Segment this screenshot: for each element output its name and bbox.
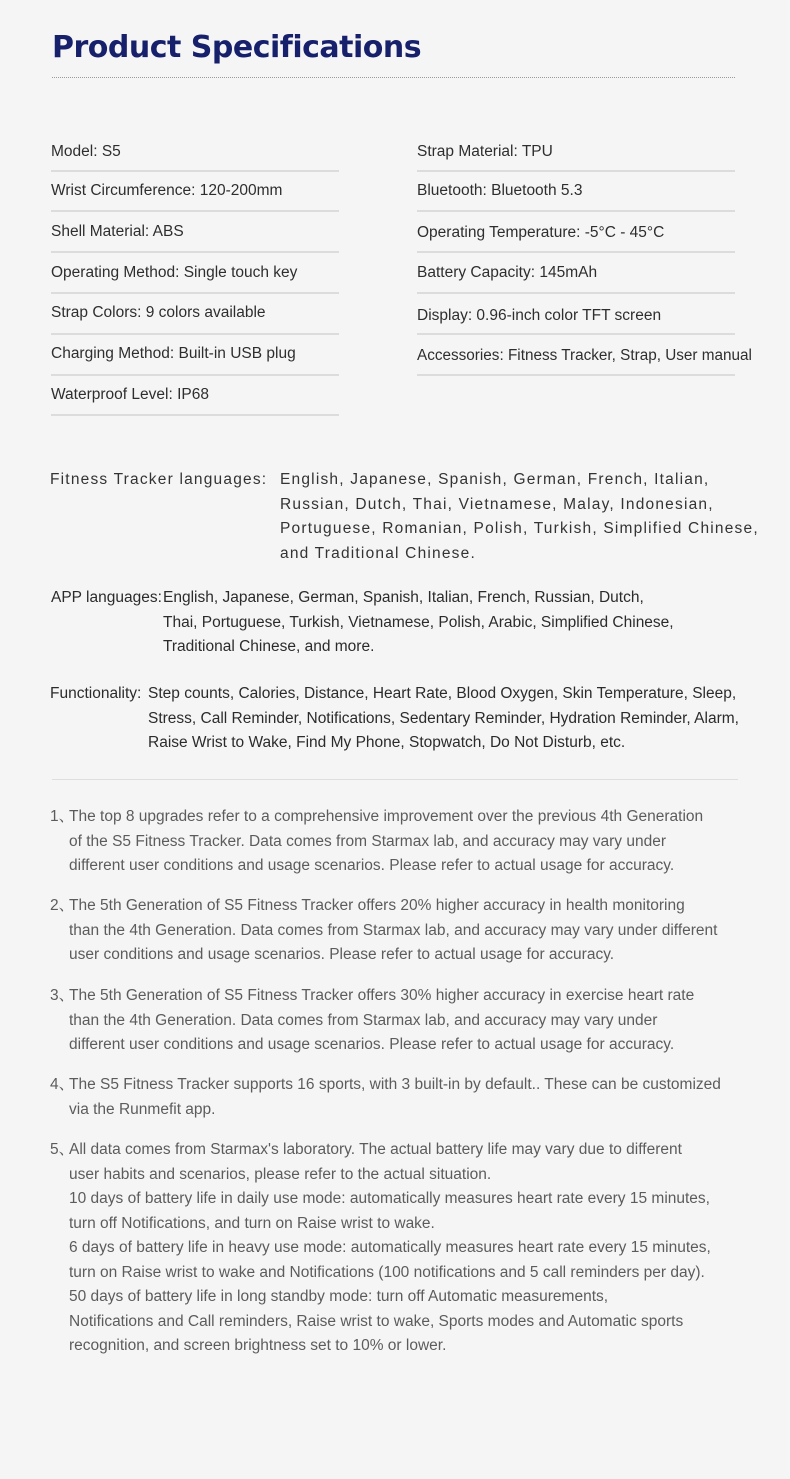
spec-wrist-circumference: Wrist Circumference: 120-200mm (51, 182, 283, 199)
footnote-5 (50, 1138, 711, 1359)
spec-strap-colors: Strap Colors: 9 colors available (51, 304, 266, 321)
footnote-line: 6 days of battery life in heavy use mode: automatically measures heart rate every 15 minutes, (69, 1239, 711, 1256)
spec-divider (417, 374, 735, 376)
spec-divider (51, 210, 339, 212)
fitness-languages-line: Portuguese, Romanian, Polish, Turkish, Simplified Chinese, (280, 520, 759, 537)
functionality-line: Raise Wrist to Wake, Find My Phone, Stopwatch, Do Not Disturb, etc. (148, 734, 626, 751)
footnote-line: All data comes from Starmax's laboratory. The actual battery life may vary due to different (69, 1141, 682, 1158)
app-languages (51, 586, 786, 660)
section-divider (52, 779, 738, 780)
footnote-3 (50, 984, 694, 1058)
spec-divider (51, 170, 339, 172)
spec-divider (417, 333, 735, 335)
page-title: Product Specifications (52, 30, 422, 65)
footnote-line: of the S5 Fitness Tracker. Data comes from Starmax lab, and accuracy may vary under (69, 832, 666, 850)
footnote-line: The S5 Fitness Tracker supports 16 sports, with 3 built-in by default.. These can be customized (69, 1076, 721, 1093)
footnote-2 (50, 894, 717, 968)
footnote-line: different user conditions and usage scenarios. Please refer to actual usage for accuracy. (69, 1036, 675, 1053)
spec-divider (51, 251, 339, 253)
app-languages-line: Traditional Chinese, and more. (163, 638, 375, 655)
footnote-line: The top 8 upgrades refer to a comprehensive improvement over the previous 4th Generation (69, 808, 704, 825)
spec-accessories: Accessories: Fitness Tracker, Strap, User manual (417, 347, 752, 364)
footnote-line: different user conditions and usage scenarios. Please refer to actual usage for accuracy. (69, 857, 675, 874)
app-languages-line: English, Japanese, German, Spanish, Italian, French, Russian, Dutch, (163, 589, 644, 606)
footnote-line: user habits and scenarios, please refer to the actual situation. (69, 1165, 492, 1183)
fitness-languages-line: and Traditional Chinese. (280, 544, 476, 562)
footnote-line: via the Runmefit app. (69, 1100, 216, 1118)
spec-divider (417, 210, 735, 212)
functionality-line: Stress, Call Reminder, Notifications, Sedentary Reminder, Hydration Reminder, Alarm, (148, 709, 739, 727)
app-languages-line: Thai, Portuguese, Turkish, Vietnamese, Polish, Arabic, Simplified Chinese, (163, 613, 674, 631)
functionality (50, 682, 785, 756)
footnote-line: recognition, and screen brightness set to 10% or lower. (69, 1337, 447, 1354)
spec-waterproof-level: Waterproof Level: IP68 (51, 386, 209, 403)
spec-divider (51, 333, 339, 335)
spec-divider (51, 374, 339, 376)
functionality-line: Step counts, Calories, Distance, Heart Rate, Blood Oxygen, Skin Temperature, Sleep, (148, 685, 737, 702)
spec-divider (51, 414, 339, 416)
footnote-line: The 5th Generation of S5 Fitness Tracker offers 30% higher accuracy in exercise heart rate (69, 987, 695, 1004)
spec-divider (417, 292, 735, 294)
spec-divider (417, 170, 735, 172)
spec-shell-material: Shell Material: ABS (51, 223, 184, 240)
fitness-languages-line: Russian, Dutch, Thai, Vietnamese, Malay, Indonesian, (280, 495, 714, 513)
footnote-line: user conditions and usage scenarios. Please refer to actual usage for accuracy. (69, 946, 615, 963)
footnote-1 (50, 805, 703, 879)
footnote-line: than the 4th Generation. Data comes from Starmax lab, and accuracy may vary under different (69, 921, 718, 939)
footnote-number: 3、 (50, 987, 75, 1004)
spec-bluetooth: Bluetooth: Bluetooth 5.3 (417, 182, 583, 199)
footnote-number: 5、 (50, 1141, 75, 1158)
footnote-line: 50 days of battery life in long standby mode: turn off Automatic measurements, (69, 1288, 609, 1305)
footnote-number: 4、 (50, 1076, 75, 1093)
footnote-line: turn on Raise wrist to wake and Notifications (100 notifications and 5 call reminders per day). (69, 1263, 705, 1281)
functionality-label: Functionality: (50, 685, 142, 702)
fitness-languages-label: Fitness Tracker languages: (50, 471, 268, 488)
app-languages-label: APP languages: (51, 589, 162, 606)
spec-operating-temperature: Operating Temperature: -5°C - 45°C (417, 224, 665, 241)
footnote-line: The 5th Generation of S5 Fitness Tracker offers 20% higher accuracy in health monitoring (69, 897, 685, 914)
spec-operating-method: Operating Method: Single touch key (51, 264, 298, 281)
spec-charging-method: Charging Method: Built-in USB plug (51, 345, 296, 362)
spec-divider (51, 292, 339, 294)
title-divider (52, 77, 735, 78)
fitness-languages-line: English, Japanese, Spanish, German, French, Italian, (280, 471, 710, 488)
spec-divider (417, 251, 735, 253)
footnote-line: than the 4th Generation. Data comes from Starmax lab, and accuracy may vary under (69, 1011, 658, 1029)
footnote-number: 2、 (50, 897, 75, 914)
footnote-number: 1、 (50, 808, 75, 825)
fitness-tracker-languages (50, 468, 785, 566)
footnote-4 (50, 1073, 721, 1122)
footnote-line: turn off Notifications, and turn on Raise wrist to wake. (69, 1214, 435, 1232)
spec-model: Model: S5 (51, 143, 121, 160)
spec-strap-material: Strap Material: TPU (417, 143, 553, 160)
footnote-line: 10 days of battery life in daily use mode: automatically measures heart rate every 15 minutes, (69, 1190, 710, 1207)
spec-display: Display: 0.96-inch color TFT screen (417, 307, 662, 324)
spec-battery-capacity: Battery Capacity: 145mAh (417, 264, 598, 281)
footnote-line: Notifications and Call reminders, Raise wrist to wake, Sports modes and Automatic sports (69, 1312, 684, 1330)
